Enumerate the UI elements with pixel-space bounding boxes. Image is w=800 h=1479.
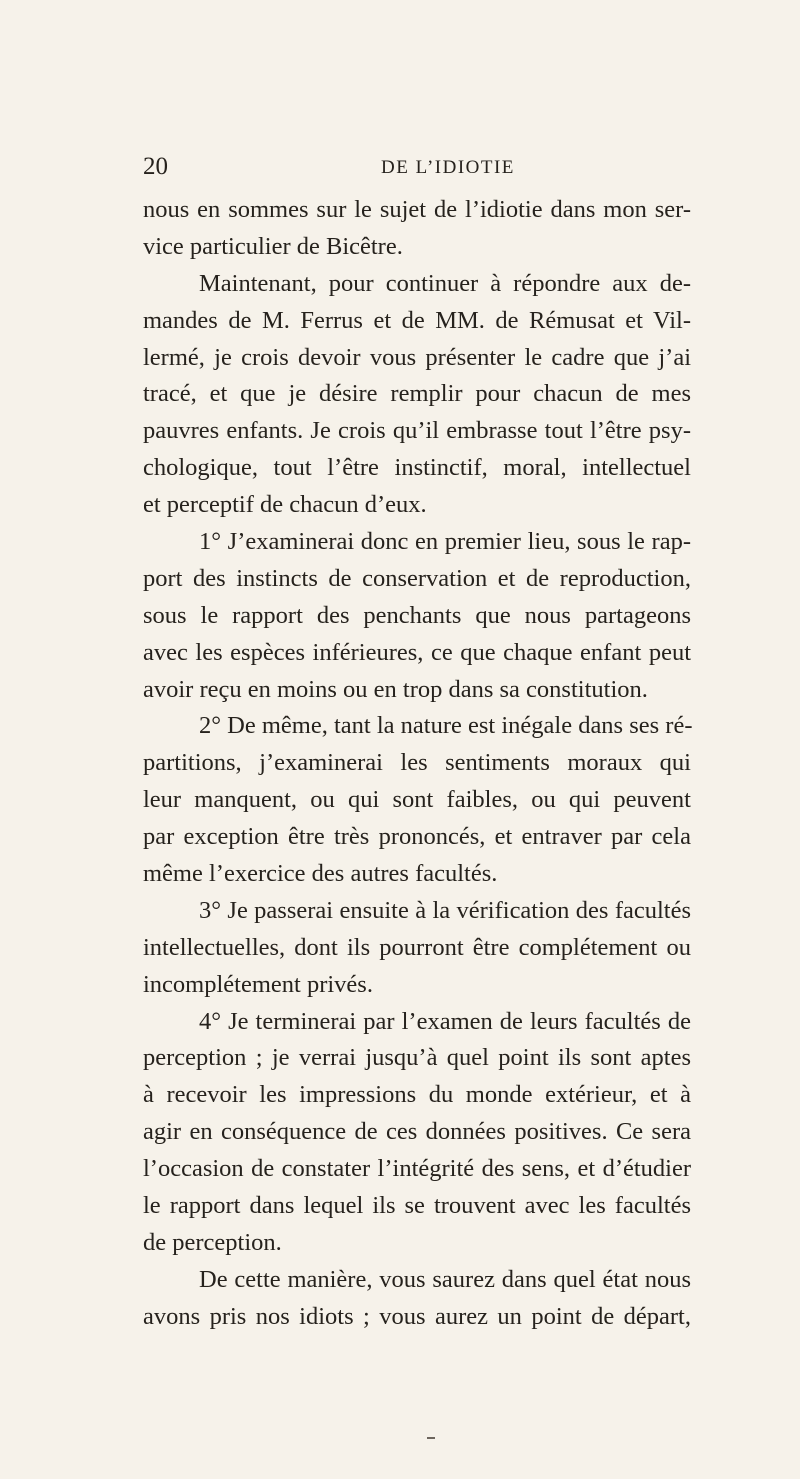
text-line: de perception. bbox=[143, 1228, 282, 1256]
text-line: 1° J’examinerai donc en premier lieu, sous le rap- bbox=[199, 528, 691, 556]
text-line: lermé, je crois devoir vous présenter le cadre que j’ai bbox=[143, 343, 691, 371]
text-line: par exception être très prononcés, et entraver par cela bbox=[143, 823, 691, 851]
text-line: 2° De même, tant la nature est inégale dans ses ré- bbox=[199, 712, 693, 740]
text-line: mandes de M. Ferrus et de MM. de Rémusat et Vil- bbox=[143, 306, 691, 334]
text-line: sous le rapport des penchants que nous partageons bbox=[143, 601, 691, 629]
text-line: vice particulier de Bicêtre. bbox=[143, 232, 403, 260]
text-line: 3° Je passerai ensuite à la vérification des facultés bbox=[199, 896, 691, 924]
text-line: leur manquent, ou qui sont faibles, ou qui peuvent bbox=[143, 786, 691, 814]
text-line: port des instincts de conservation et de reproduction, bbox=[143, 564, 691, 592]
text-line: intellectuelles, dont ils pourront être complétement ou bbox=[143, 933, 691, 961]
text-line: avons pris nos idiots ; vous aurez un point de départ, bbox=[143, 1302, 691, 1330]
text-line: nous en sommes sur le sujet de l’idiotie dans mon ser- bbox=[143, 196, 691, 223]
text-line: partitions, j’examinerai les sentiments moraux qui bbox=[143, 749, 691, 777]
text-line: à recevoir les impressions du monde extérieur, et à bbox=[143, 1081, 691, 1109]
text-line: avec les espèces inférieures, ce que chaque enfant peut bbox=[143, 638, 691, 666]
text-line: l’occasion de constater l’intégrité des sens, et d’étudier bbox=[143, 1155, 691, 1183]
text-line: le rapport dans lequel ils se trouvent avec les facultés bbox=[143, 1192, 691, 1220]
text-line: De cette manière, vous saurez dans quel état nous bbox=[199, 1265, 691, 1293]
page-number: 20 bbox=[143, 153, 168, 180]
text-line: Maintenant, pour continuer à répondre aux de- bbox=[199, 269, 691, 297]
page-header bbox=[143, 152, 675, 182]
text-line: 4° Je terminerai par l’examen de leurs facultés de bbox=[199, 1007, 691, 1035]
text-line: chologique, tout l’être instinctif, moral, intellectuel bbox=[143, 454, 691, 482]
text-line: agir en conséquence de ces données positives. Ce sera bbox=[143, 1118, 691, 1146]
text-line: et perceptif de chacun d’eux. bbox=[143, 491, 427, 519]
text-line: avoir reçu en moins ou en trop dans sa constitution. bbox=[143, 675, 648, 703]
text-line: tracé, et que je désire remplir pour chacun de mes bbox=[143, 380, 691, 408]
text-line: pauvres enfants. Je crois qu’il embrasse tout l’être psy- bbox=[143, 417, 691, 445]
body-text bbox=[143, 192, 691, 1336]
text-line: même l’exercice des autres facultés. bbox=[143, 860, 498, 888]
text-line: incomplétement privés. bbox=[143, 970, 373, 998]
running-head: DE L’IDIOTIE bbox=[381, 157, 515, 178]
footer-dash bbox=[427, 1437, 435, 1439]
text-line: perception ; je verrai jusqu’à quel point ils sont aptes bbox=[143, 1044, 691, 1072]
